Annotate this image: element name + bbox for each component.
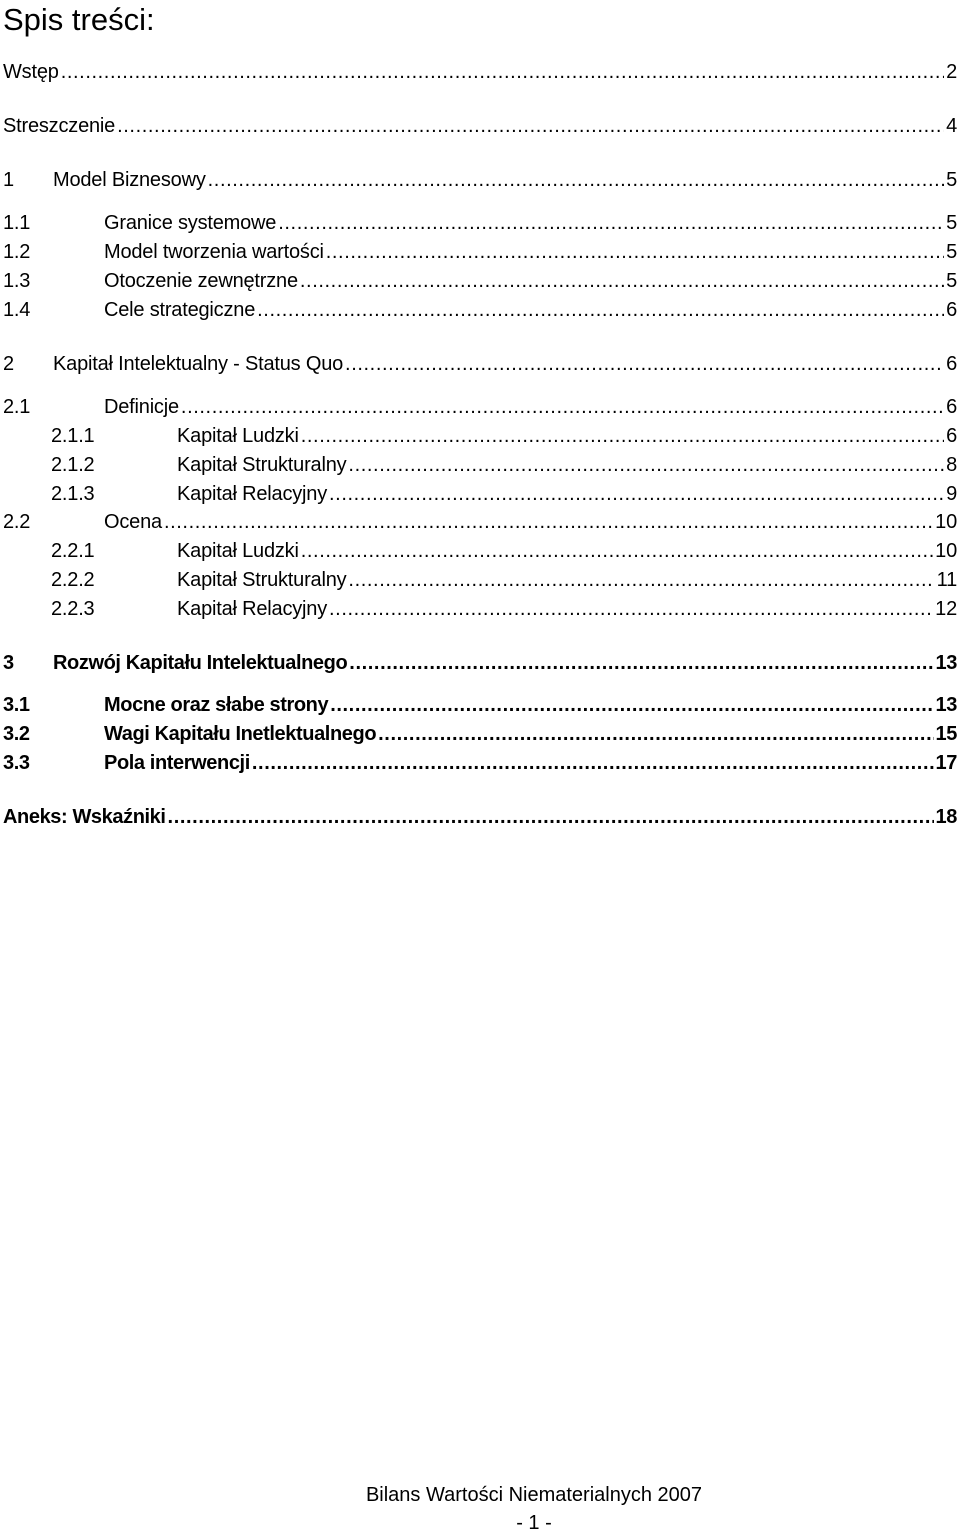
toc-leader-dots bbox=[301, 537, 933, 565]
toc-leader-dots bbox=[301, 422, 944, 450]
toc-leader-dots bbox=[349, 649, 933, 677]
toc-entry-2[interactable] bbox=[3, 350, 957, 378]
toc-entry-aneks[interactable] bbox=[3, 803, 957, 831]
toc-section-number: 2.2.1 bbox=[51, 540, 95, 562]
toc-entry-title: Definicje bbox=[104, 396, 179, 418]
toc-entry-title: Rozwój Kapitału Intelektualnego bbox=[53, 652, 348, 674]
toc-entry-title: Kapitał Intelektualny - Status Quo bbox=[53, 353, 344, 375]
toc-page-number: 9 bbox=[946, 483, 957, 505]
toc-entry-title: Wagi Kapitału Inetlektualnego bbox=[104, 723, 377, 745]
toc-page-number: 10 bbox=[935, 540, 957, 562]
toc-entry-title: Kapitał Strukturalny bbox=[177, 569, 347, 591]
toc-entry-2-1-2[interactable] bbox=[3, 451, 957, 479]
toc-entry-title: Kapitał Strukturalny bbox=[177, 454, 347, 476]
toc-leader-dots bbox=[345, 350, 944, 378]
toc-entry-1-4[interactable] bbox=[3, 296, 957, 324]
toc-entry-2-1[interactable] bbox=[3, 393, 957, 421]
toc-entry-title: Wstęp bbox=[3, 61, 59, 83]
toc-section-number: 1 bbox=[3, 169, 14, 191]
toc-entry-title: Granice systemowe bbox=[104, 212, 277, 234]
toc-page-number: 6 bbox=[946, 299, 957, 321]
toc-entry-title: Cele strategiczne bbox=[104, 299, 256, 321]
toc-entry-title: Kapitał Relacyjny bbox=[177, 598, 328, 620]
toc-leader-dots bbox=[300, 267, 944, 295]
toc-page-number: 5 bbox=[946, 241, 957, 263]
toc-page-number: 5 bbox=[946, 169, 957, 191]
toc-entry-title: Kapitał Ludzki bbox=[177, 540, 299, 562]
toc-entry-1-3[interactable] bbox=[3, 267, 957, 295]
toc-section-number: 1.2 bbox=[3, 241, 31, 263]
toc-page-number: 4 bbox=[946, 115, 957, 137]
toc-entry-title: Kapitał Ludzki bbox=[177, 425, 299, 447]
toc-leader-dots bbox=[330, 691, 933, 719]
toc-section-number: 2.1.1 bbox=[51, 425, 95, 447]
toc-page-number: 17 bbox=[935, 752, 957, 774]
toc-page-number: 5 bbox=[946, 270, 957, 292]
toc-leader-dots bbox=[348, 566, 934, 594]
toc-entry-wstep[interactable] bbox=[3, 58, 957, 86]
toc-page-number: 8 bbox=[946, 454, 957, 476]
toc-section-number: 1.1 bbox=[3, 212, 31, 234]
toc-entry-2-2[interactable] bbox=[3, 508, 957, 536]
toc-leader-dots bbox=[61, 58, 944, 86]
toc-entry-streszczenie[interactable] bbox=[3, 112, 957, 140]
toc-leader-dots bbox=[348, 451, 944, 479]
toc-section-number: 3 bbox=[3, 652, 14, 674]
toc-page-number: 10 bbox=[935, 511, 957, 533]
toc-entry-2-2-1[interactable] bbox=[3, 537, 957, 565]
toc-entry-title: Otoczenie zewnętrzne bbox=[104, 270, 298, 292]
toc-page-number: 12 bbox=[935, 598, 957, 620]
toc-page-number: 11 bbox=[936, 569, 957, 591]
toc-entry-title: Aneks: Wskaźniki bbox=[3, 806, 166, 828]
toc-leader-dots bbox=[181, 393, 944, 421]
toc-leader-dots bbox=[208, 166, 944, 194]
toc-leader-dots bbox=[252, 749, 934, 777]
toc-page-number: 2 bbox=[946, 61, 957, 83]
toc-entry-title: Streszczenie bbox=[3, 115, 116, 137]
toc-leader-dots bbox=[117, 112, 944, 140]
toc-section-number: 3.2 bbox=[3, 723, 30, 745]
toc-section-number: 2.2 bbox=[3, 511, 31, 533]
toc-entry-title: Mocne oraz słabe strony bbox=[104, 694, 329, 716]
toc-section-number: 2.1.2 bbox=[51, 454, 95, 476]
toc-entry-1-2[interactable] bbox=[3, 238, 957, 266]
toc-entry-3[interactable] bbox=[3, 649, 957, 677]
toc-page-number: 6 bbox=[946, 353, 957, 375]
toc-entry-3-3[interactable] bbox=[3, 749, 957, 777]
toc-leader-dots bbox=[329, 480, 944, 508]
toc-section-number: 2.2.2 bbox=[51, 569, 95, 591]
toc-entry-3-1[interactable] bbox=[3, 691, 957, 719]
toc-page-number: 6 bbox=[946, 425, 957, 447]
toc-section-number: 3.1 bbox=[3, 694, 30, 716]
footer-title: Bilans Wartości Niematerialnych 2007 bbox=[365, 1484, 703, 1506]
toc-entry-2-1-1[interactable] bbox=[3, 422, 957, 450]
toc-page-number: 15 bbox=[935, 723, 957, 745]
toc-entry-title: Kapitał Relacyjny bbox=[177, 483, 328, 505]
toc-entry-title: Ocena bbox=[104, 511, 162, 533]
toc-entry-1-1[interactable] bbox=[3, 209, 957, 237]
toc-leader-dots bbox=[257, 296, 944, 324]
page-title: Spis treści: bbox=[3, 2, 155, 37]
toc-page-number: 6 bbox=[946, 396, 957, 418]
toc-section-number: 1.4 bbox=[3, 299, 31, 321]
toc-section-number: 1.3 bbox=[3, 270, 31, 292]
toc-page-number: 13 bbox=[935, 694, 957, 716]
toc-leader-dots bbox=[329, 595, 933, 623]
toc-entry-3-2[interactable] bbox=[3, 720, 957, 748]
toc-entry-2-1-3[interactable] bbox=[3, 480, 957, 508]
toc-section-number: 2 bbox=[3, 353, 14, 375]
toc-page-number: 5 bbox=[946, 212, 957, 234]
toc-section-number: 2.2.3 bbox=[51, 598, 95, 620]
toc-entry-2-2-3[interactable] bbox=[3, 595, 957, 623]
toc-leader-dots bbox=[168, 803, 934, 831]
toc-leader-dots bbox=[326, 238, 944, 266]
toc-entry-1[interactable] bbox=[3, 166, 957, 194]
toc-leader-dots bbox=[164, 508, 933, 536]
toc-entry-title: Model Biznesowy bbox=[53, 169, 206, 191]
toc-leader-dots bbox=[278, 209, 944, 237]
toc-page-number: 18 bbox=[935, 806, 957, 828]
toc-page-number: 13 bbox=[935, 652, 957, 674]
toc-section-number: 2.1 bbox=[3, 396, 31, 418]
toc-entry-2-2-2[interactable] bbox=[3, 566, 957, 594]
toc-entry-title: Pola interwencji bbox=[104, 752, 250, 774]
toc-leader-dots bbox=[378, 720, 933, 748]
footer-page-number: - 1 - bbox=[516, 1512, 552, 1534]
toc-section-number: 2.1.3 bbox=[51, 483, 95, 505]
toc-section-number: 3.3 bbox=[3, 752, 30, 774]
toc-entry-title: Model tworzenia wartości bbox=[104, 241, 324, 263]
